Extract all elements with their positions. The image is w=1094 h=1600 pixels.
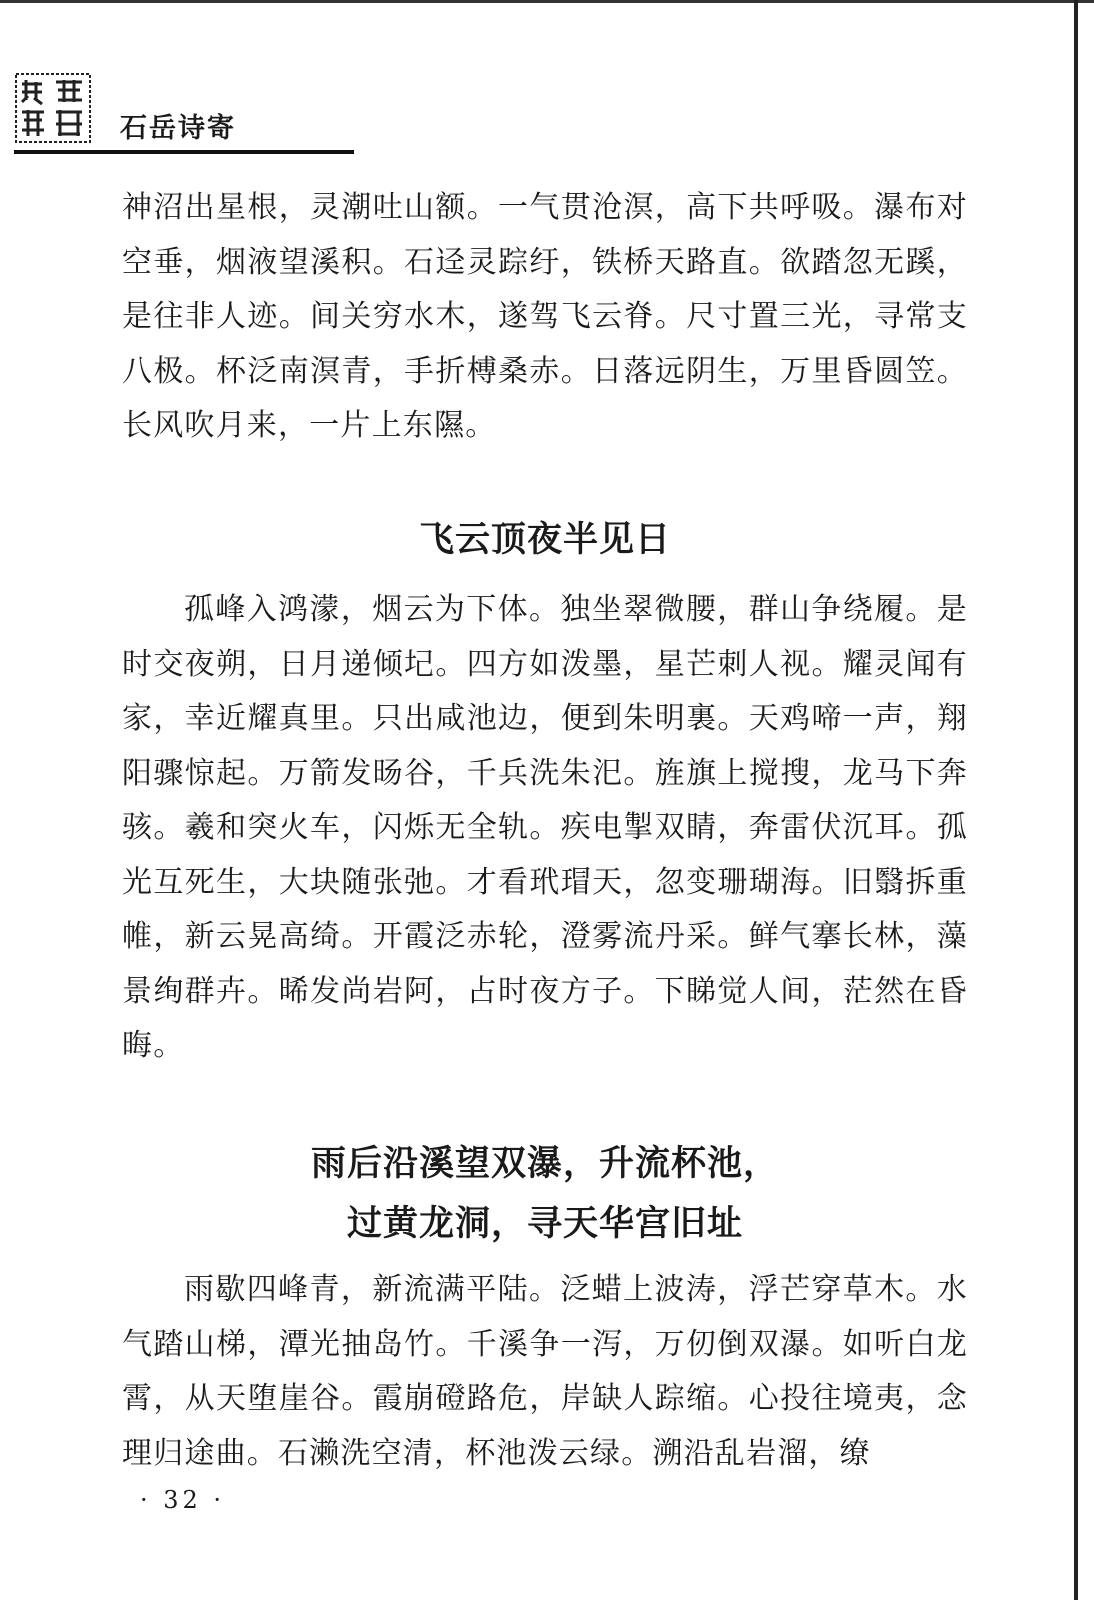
page-number: · 32 · <box>140 1486 226 1514</box>
poem-title-3-line1: 雨后沿溪望双瀑，升流杯池， <box>310 1144 779 1184</box>
poem-title-2: 飞云顶夜半见日 <box>418 520 671 560</box>
poem-body-2: 孤峰入鸿濛，烟云为下体。独坐翠微腰，群山争绕履。是时交夜朔，日月递倾圮。四方如泼墨，星芒刺人视。耀灵闻有家，幸近耀真里。只出咸池边，便到朱明裏。天鸡啼一声，翔阳骤惊起。万箭发旸谷，千兵洗朱汜。旌旗上搅搜，龙马下奔骇。羲和突火车，闪烁无全轨。疾电掣双睛，奔雷伏沉耳。孤光互死生，大块随张弛。才看玳瑁天，忽变珊瑚海。旧翳拆重帷，新云晃高绮。开霞泛赤轮，澄雾流丹采。鲜气搴长林，藻景绚群卉。晞发尚岩阿，占时夜方子。下睇觉人间，茫然在昏晦。 <box>122 592 968 1063</box>
seal-stamp-icon <box>14 72 92 144</box>
page-top-edge <box>0 0 1094 3</box>
poem-title-3-line2: 过黄龙洞，寻天华宫旧址 <box>346 1204 743 1244</box>
poem-body-3: 雨歇四峰青，新流满平陆。泛蜡上波涛，浮芒穿草木。水气踏山梯，潭光抽岛竹。千溪争一泻，万仞倒双瀑。如听白龙霄，从天堕崖谷。霞崩磴路危，岸缺人踪缩。心投往境夷，念理归途曲。石濑洗空清，杯池泼云绿。溯沿乱岩溜，缭 <box>122 1272 968 1471</box>
running-header-title: 石岳诗寄 <box>120 113 236 144</box>
poem-body-1: 神沼出星根，灵潮吐山额。一气贯沧溟，高下共呼吸。瀑布对空垂，烟液望溪积。石迳灵踪纡，铁桥天路直。欲踏忽无蹊，是往非人迹。间关穷水木，遂驾飞云脊。尺寸置三光，寻常支八极。杯泛南溟青，手折榑桑赤。日落远阴生，万里昏圆笠。长风吹月来，一片上东隰。 <box>122 190 968 443</box>
page-right-edge <box>1074 0 1078 1600</box>
header-rule <box>14 150 354 154</box>
